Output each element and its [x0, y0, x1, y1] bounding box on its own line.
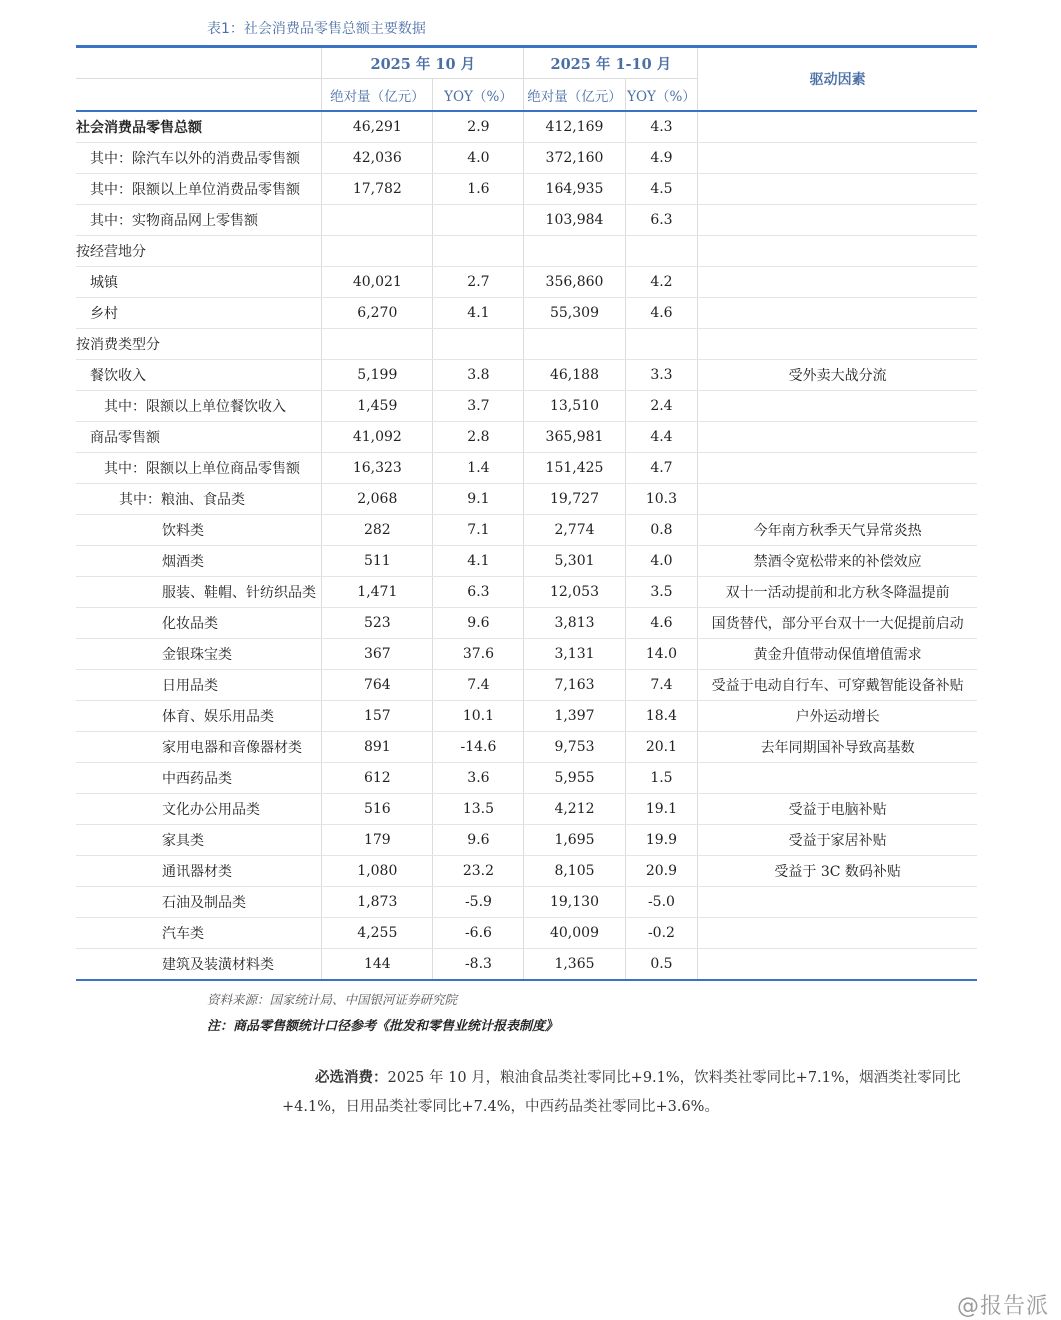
- row-label: 石油及制品类: [76, 887, 322, 918]
- cell-abs-ytd: 356,860: [524, 267, 625, 298]
- row-label: 文化办公用品类: [76, 794, 322, 825]
- cell-abs-month: 612: [322, 763, 433, 794]
- cell-yoy-month: 13.5: [433, 794, 524, 825]
- row-label: 汽车类: [76, 918, 322, 949]
- table-row: [76, 949, 977, 981]
- cell-abs-ytd: [524, 329, 625, 360]
- cell-yoy-ytd: 4.6: [625, 298, 698, 329]
- cell-driver: [698, 111, 977, 143]
- cell-abs-month: 1,080: [322, 856, 433, 887]
- cell-yoy-ytd: 4.2: [625, 267, 698, 298]
- cell-driver: [698, 887, 977, 918]
- cell-yoy-month: [433, 205, 524, 236]
- cell-yoy-ytd: 0.5: [625, 949, 698, 981]
- cell-abs-month: 516: [322, 794, 433, 825]
- table-row: [76, 453, 977, 484]
- cell-abs-month: 17,782: [322, 174, 433, 205]
- row-label: 餐饮收入: [76, 360, 322, 391]
- cell-abs-month: 891: [322, 732, 433, 763]
- cell-abs-month: 367: [322, 639, 433, 670]
- cell-abs-ytd: 5,955: [524, 763, 625, 794]
- cell-abs-ytd: 5,301: [524, 546, 625, 577]
- cell-abs-month: 1,471: [322, 577, 433, 608]
- cell-abs-ytd: 13,510: [524, 391, 625, 422]
- cell-driver: [698, 174, 977, 205]
- cell-abs-month: 6,270: [322, 298, 433, 329]
- cell-abs-month: 46,291: [322, 111, 433, 143]
- cell-abs-month: 41,092: [322, 422, 433, 453]
- cell-abs-ytd: 151,425: [524, 453, 625, 484]
- cell-abs-month: [322, 205, 433, 236]
- table-row: [76, 422, 977, 453]
- cell-abs-month: [322, 329, 433, 360]
- cell-abs-month: 40,021: [322, 267, 433, 298]
- cell-abs-month: 1,873: [322, 887, 433, 918]
- cell-yoy-month: 9.1: [433, 484, 524, 515]
- table-row: [76, 484, 977, 515]
- cell-yoy-ytd: 6.3: [625, 205, 698, 236]
- row-label: 家用电器和音像器材类: [76, 732, 322, 763]
- source-note: 资料来源：国家统计局、中国银河证券研究院: [207, 992, 458, 1007]
- retail-sales-table: [76, 45, 977, 981]
- row-label: 服装、鞋帽、针纺织品类: [76, 577, 322, 608]
- watermark: @报告派: [956, 1294, 1049, 1319]
- table-row: [76, 794, 977, 825]
- cell-abs-month: 144: [322, 949, 433, 981]
- cell-abs-month: 523: [322, 608, 433, 639]
- table-row: [76, 577, 977, 608]
- row-label: 日用品类: [76, 670, 322, 701]
- cell-abs-ytd: 4,212: [524, 794, 625, 825]
- table-row: [76, 670, 977, 701]
- table-row: [76, 639, 977, 670]
- cell-abs-month: 764: [322, 670, 433, 701]
- cell-yoy-ytd: 0.8: [625, 515, 698, 546]
- cell-abs-month: 42,036: [322, 143, 433, 174]
- table-row: [76, 856, 977, 887]
- cell-yoy-ytd: -5.0: [625, 887, 698, 918]
- cell-yoy-month: 3.8: [433, 360, 524, 391]
- cell-driver: [698, 205, 977, 236]
- cell-abs-ytd: 3,813: [524, 608, 625, 639]
- cell-abs-month: 16,323: [322, 453, 433, 484]
- header-period-month: 2025 年 10 月: [322, 47, 524, 79]
- cell-driver: [698, 763, 977, 794]
- cell-abs-month: 5,199: [322, 360, 433, 391]
- cell-abs-ytd: 372,160: [524, 143, 625, 174]
- cell-abs-ytd: 2,774: [524, 515, 625, 546]
- cell-driver: [698, 329, 977, 360]
- cell-abs-ytd: 164,935: [524, 174, 625, 205]
- cell-driver: 去年同期国补导致高基数: [698, 732, 977, 763]
- header-blank-sub: [76, 79, 322, 112]
- cell-driver: 受益于电脑补贴: [698, 794, 977, 825]
- cell-abs-month: 511: [322, 546, 433, 577]
- cell-yoy-month: 3.6: [433, 763, 524, 794]
- cell-abs-ytd: 365,981: [524, 422, 625, 453]
- cell-yoy-month: 7.1: [433, 515, 524, 546]
- cell-driver: [698, 267, 977, 298]
- row-label: 通讯器材类: [76, 856, 322, 887]
- cell-driver: 今年南方秋季天气异常炎热: [698, 515, 977, 546]
- cell-abs-month: 157: [322, 701, 433, 732]
- row-label: 城镇: [76, 267, 322, 298]
- cell-driver: [698, 391, 977, 422]
- cell-yoy-month: 2.7: [433, 267, 524, 298]
- cell-driver: 黄金升值带动保值增值需求: [698, 639, 977, 670]
- cell-yoy-ytd: 20.9: [625, 856, 698, 887]
- cell-yoy-ytd: 4.9: [625, 143, 698, 174]
- row-label: 体育、娱乐用品类: [76, 701, 322, 732]
- cell-yoy-ytd: 3.5: [625, 577, 698, 608]
- cell-yoy-ytd: 20.1: [625, 732, 698, 763]
- cell-abs-month: 2,068: [322, 484, 433, 515]
- summary-paragraph: [282, 1063, 1012, 1122]
- cell-yoy-ytd: 10.3: [625, 484, 698, 515]
- cell-yoy-ytd: 19.1: [625, 794, 698, 825]
- cell-driver: [698, 453, 977, 484]
- table-row: [76, 111, 977, 143]
- cell-abs-ytd: 103,984: [524, 205, 625, 236]
- cell-yoy-month: -5.9: [433, 887, 524, 918]
- cell-yoy-month: 1.6: [433, 174, 524, 205]
- cell-yoy-ytd: -0.2: [625, 918, 698, 949]
- cell-yoy-ytd: 1.5: [625, 763, 698, 794]
- cell-driver: [698, 422, 977, 453]
- cell-driver: [698, 918, 977, 949]
- table-row: [76, 174, 977, 205]
- row-label: 按消费类型分: [76, 329, 322, 360]
- cell-driver: 禁酒令宽松带来的补偿效应: [698, 546, 977, 577]
- cell-abs-ytd: 8,105: [524, 856, 625, 887]
- row-label: 金银珠宝类: [76, 639, 322, 670]
- cell-abs-ytd: 412,169: [524, 111, 625, 143]
- row-label: 其中：实物商品网上零售额: [76, 205, 322, 236]
- row-label: 社会消费品零售总额: [76, 111, 322, 143]
- cell-yoy-month: 4.0: [433, 143, 524, 174]
- header-abs-month: 绝对量（亿元）: [322, 79, 433, 112]
- table-row: [76, 298, 977, 329]
- table-caption: 表1：社会消费品零售总额主要数据: [207, 21, 426, 37]
- cell-yoy-ytd: 18.4: [625, 701, 698, 732]
- table-row: [76, 608, 977, 639]
- cell-yoy-month: [433, 236, 524, 267]
- row-label: 建筑及装潢材料类: [76, 949, 322, 981]
- cell-abs-ytd: 1,695: [524, 825, 625, 856]
- table-row: [76, 825, 977, 856]
- row-label: 商品零售额: [76, 422, 322, 453]
- cell-yoy-month: 9.6: [433, 608, 524, 639]
- cell-yoy-ytd: [625, 329, 698, 360]
- table-row: [76, 143, 977, 174]
- header-blank: [76, 47, 322, 79]
- cell-yoy-ytd: 4.4: [625, 422, 698, 453]
- row-label: 其中：除汽车以外的消费品零售额: [76, 143, 322, 174]
- cell-driver: 国货替代，部分平台双十一大促提前启动: [698, 608, 977, 639]
- cell-driver: 双十一活动提前和北方秋冬降温提前: [698, 577, 977, 608]
- cell-yoy-month: 4.1: [433, 546, 524, 577]
- row-label: 乡村: [76, 298, 322, 329]
- row-label: 按经营地分: [76, 236, 322, 267]
- cell-abs-ytd: 1,365: [524, 949, 625, 981]
- row-label: 饮料类: [76, 515, 322, 546]
- cell-yoy-month: 2.8: [433, 422, 524, 453]
- cell-driver: 受益于 3C 数码补贴: [698, 856, 977, 887]
- cell-abs-ytd: 55,309: [524, 298, 625, 329]
- row-label: 其中：限额以上单位餐饮收入: [76, 391, 322, 422]
- row-label: 其中：限额以上单位消费品零售额: [76, 174, 322, 205]
- row-label: 烟酒类: [76, 546, 322, 577]
- cell-yoy-ytd: 7.4: [625, 670, 698, 701]
- table-row: [76, 267, 977, 298]
- table-row: [76, 329, 977, 360]
- row-label: 家具类: [76, 825, 322, 856]
- cell-yoy-ytd: 4.5: [625, 174, 698, 205]
- cell-abs-ytd: 9,753: [524, 732, 625, 763]
- cell-abs-ytd: 1,397: [524, 701, 625, 732]
- row-label: 中西药品类: [76, 763, 322, 794]
- cell-yoy-ytd: 19.9: [625, 825, 698, 856]
- cell-yoy-month: 4.1: [433, 298, 524, 329]
- header-yoy-ytd: YOY（%）: [625, 79, 698, 112]
- cell-yoy-month: 2.9: [433, 111, 524, 143]
- cell-yoy-month: -8.3: [433, 949, 524, 981]
- table-row: [76, 732, 977, 763]
- cell-driver: 受益于家居补贴: [698, 825, 977, 856]
- cell-yoy-ytd: 3.3: [625, 360, 698, 391]
- cell-driver: [698, 143, 977, 174]
- cell-driver: [698, 298, 977, 329]
- cell-yoy-month: 3.7: [433, 391, 524, 422]
- footnote: 注：商品零售额统计口径参考《批发和零售业统计报表制度》: [207, 1019, 559, 1034]
- cell-yoy-month: 23.2: [433, 856, 524, 887]
- cell-yoy-ytd: 14.0: [625, 639, 698, 670]
- cell-yoy-ytd: 4.6: [625, 608, 698, 639]
- cell-abs-month: [322, 236, 433, 267]
- table-row: [76, 546, 977, 577]
- cell-yoy-month: 7.4: [433, 670, 524, 701]
- table-row: [76, 360, 977, 391]
- cell-yoy-month: 6.3: [433, 577, 524, 608]
- table-row: [76, 391, 977, 422]
- cell-abs-month: 282: [322, 515, 433, 546]
- cell-driver: 受益于电动自行车、可穿戴智能设备补贴: [698, 670, 977, 701]
- table-body: [76, 111, 977, 980]
- cell-driver: [698, 236, 977, 267]
- table-row: [76, 918, 977, 949]
- cell-yoy-month: [433, 329, 524, 360]
- cell-driver: [698, 484, 977, 515]
- cell-driver: 户外运动增长: [698, 701, 977, 732]
- table-row: [76, 236, 977, 267]
- cell-yoy-ytd: 2.4: [625, 391, 698, 422]
- row-label: 其中：限额以上单位商品零售额: [76, 453, 322, 484]
- cell-yoy-ytd: 4.0: [625, 546, 698, 577]
- cell-abs-month: 1,459: [322, 391, 433, 422]
- table-row: [76, 887, 977, 918]
- header-period-ytd: 2025 年 1-10 月: [524, 47, 698, 79]
- cell-yoy-ytd: [625, 236, 698, 267]
- cell-driver: 受外卖大战分流: [698, 360, 977, 391]
- row-label: 化妆品类: [76, 608, 322, 639]
- header-driver: 驱动因素: [698, 47, 977, 112]
- cell-abs-ytd: 7,163: [524, 670, 625, 701]
- cell-yoy-month: 10.1: [433, 701, 524, 732]
- cell-abs-month: 179: [322, 825, 433, 856]
- cell-yoy-month: 37.6: [433, 639, 524, 670]
- cell-abs-ytd: 19,130: [524, 887, 625, 918]
- cell-abs-ytd: 19,727: [524, 484, 625, 515]
- cell-abs-ytd: [524, 236, 625, 267]
- paragraph-text: 2025 年 10 月，粮油食品类社零同比+9.1%，饮料类社零同比+7.1%，烟酒类社零同比+4.1%，日用品类社零同比+7.4%，中西药品类社零同比+3.6%。: [282, 1070, 961, 1115]
- header-yoy-month: YOY（%）: [433, 79, 524, 112]
- cell-driver: [698, 949, 977, 981]
- cell-abs-ytd: 3,131: [524, 639, 625, 670]
- cell-abs-month: 4,255: [322, 918, 433, 949]
- cell-yoy-month: 9.6: [433, 825, 524, 856]
- table-row: [76, 205, 977, 236]
- cell-abs-ytd: 12,053: [524, 577, 625, 608]
- cell-yoy-month: 1.4: [433, 453, 524, 484]
- header-abs-ytd: 绝对量（亿元）: [524, 79, 625, 112]
- cell-abs-ytd: 46,188: [524, 360, 625, 391]
- table-row: [76, 763, 977, 794]
- cell-yoy-month: -6.6: [433, 918, 524, 949]
- row-label: 其中：粮油、食品类: [76, 484, 322, 515]
- paragraph-lead: 必选消费：: [315, 1069, 388, 1086]
- cell-yoy-ytd: 4.7: [625, 453, 698, 484]
- table-row: [76, 515, 977, 546]
- table-row: [76, 701, 977, 732]
- cell-abs-ytd: 40,009: [524, 918, 625, 949]
- cell-yoy-ytd: 4.3: [625, 111, 698, 143]
- cell-yoy-month: -14.6: [433, 732, 524, 763]
